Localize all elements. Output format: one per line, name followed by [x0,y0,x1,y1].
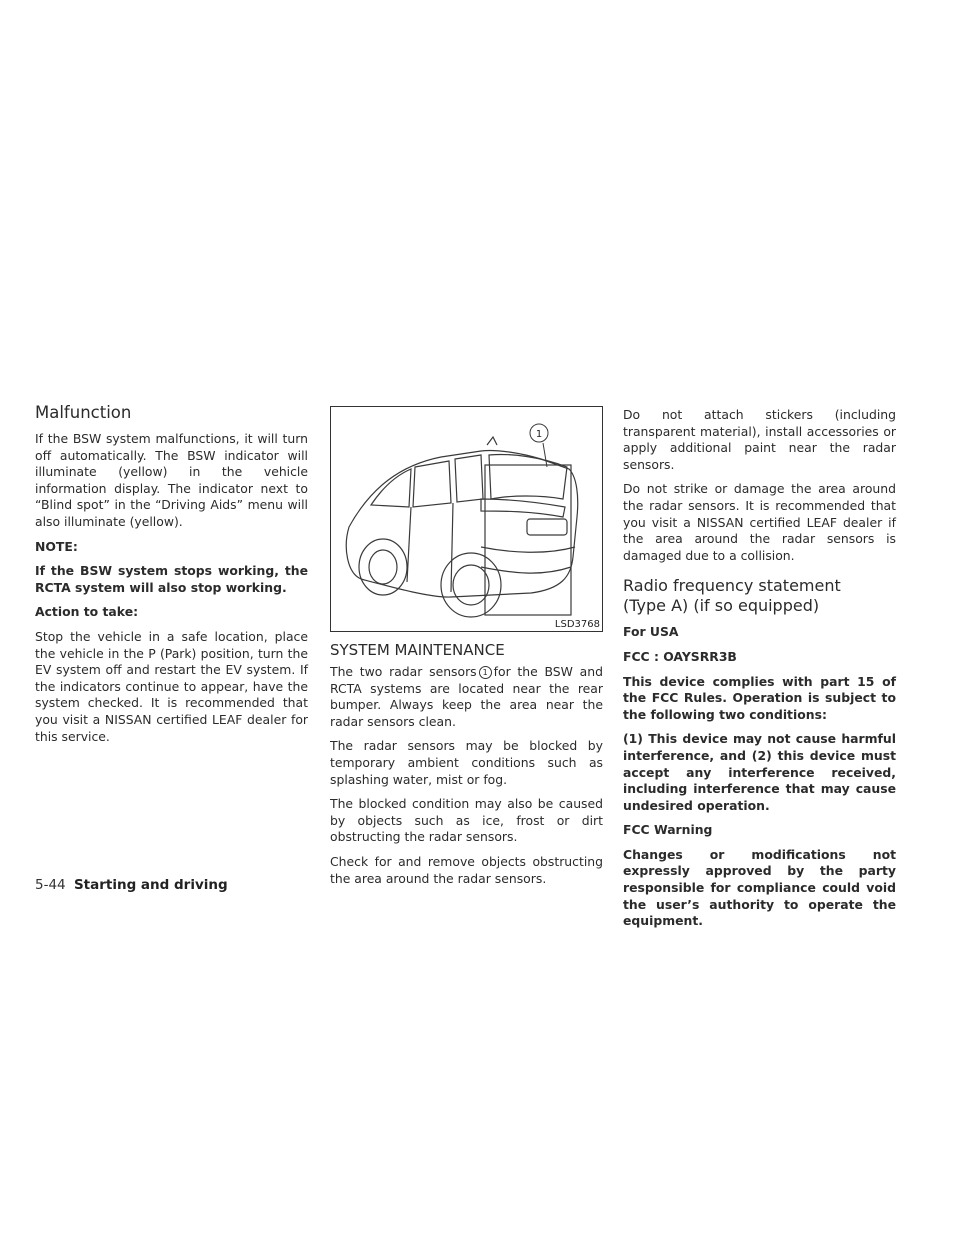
column-right [623,407,896,938]
for-usa-label: For USA [623,624,679,640]
note-text: If the BSW system stops working, the RCTA system will also stop working. [35,563,308,595]
car-drawing [331,407,602,631]
stickers-paragraph: Do not attach stickers (including transparent material), install accessories or apply additional paint near the radar sensors. [623,407,896,472]
maintenance-paragraph-1 [330,664,603,730]
fcc-warning-text: Changes or modifications not expressly approved by the party responsible for compliance could void the user’s authority to operate the equipment. [623,846,896,929]
section-title: Starting and driving [73,877,228,893]
p1-before: The two radar sensors [330,664,477,679]
car-rear-illustration [330,406,603,632]
conditions-text: (1) This device may not cause harmful interference, and (2) this device must accept any interference received, including interference that may cause undesired operation. [623,731,896,813]
heading-radio-frequency [623,576,896,616]
heading-system-maintenance: SYSTEM MAINTENANCE [330,641,505,659]
action-label: Action to take: [35,604,139,620]
page-footer [35,877,228,893]
malfunction-paragraph: If the BSW system malfunctions, it will turn off automatically. The BSW indicator will illuminate (yellow) in the vehicle information display. The indicator next to “Blind spot” in the “Driving Aids” menu will also illuminate (yellow). [35,431,308,529]
maintenance-paragraph-4: Check for and remove objects obstructing the area around the radar sensors. [330,853,603,886]
fcc-warning-label: FCC Warning [623,822,713,838]
maintenance-paragraph-3: The blocked condition may also be caused by objects such as ice, frost or dirt obstructing the radar sensors. [330,796,603,845]
damage-paragraph: Do not strike or damage the area around the radar sensors. It is recommended that you visit a NISSAN certified LEAF dealer if the area around the radar sensors is damaged due to a collision. [623,481,896,563]
note-label: NOTE: [35,538,78,554]
figure-code: LSD3768 [554,619,600,630]
heading-radio-line1: Radio frequency statement [623,576,841,596]
sensor-highlight-box [485,465,571,615]
compliance-text: This device complies with part 15 of the FCC Rules. Operation is subject to the following two conditions: [623,673,896,722]
sensor-marker-icon: 1 [479,666,492,679]
column-left [35,403,308,753]
page-number: 5-44 [35,877,66,893]
maintenance-paragraph-2: The radar sensors may be blocked by temporary ambient conditions such as splashing water, mist or fog. [330,738,603,787]
p1-after: for the BSW and RCTA systems are located near the rear bumper. Always keep the area near the radar sensors clean. [330,664,603,729]
heading-malfunction: Malfunction [35,403,132,422]
callout-number: 1 [535,429,543,440]
action-text: Stop the vehicle in a safe location, place the vehicle in the P (Park) position, turn the EV system off and restart the EV system. If the indicators continue to appear, have the system checked. It is recommended that you visit a NISSAN certified LEAF dealer for this service. [35,628,308,744]
column-middle [330,406,603,895]
heading-radio-line2: (Type A) (if so equipped) [623,596,820,616]
fcc-id: FCC : OAYSRR3B [623,648,737,664]
